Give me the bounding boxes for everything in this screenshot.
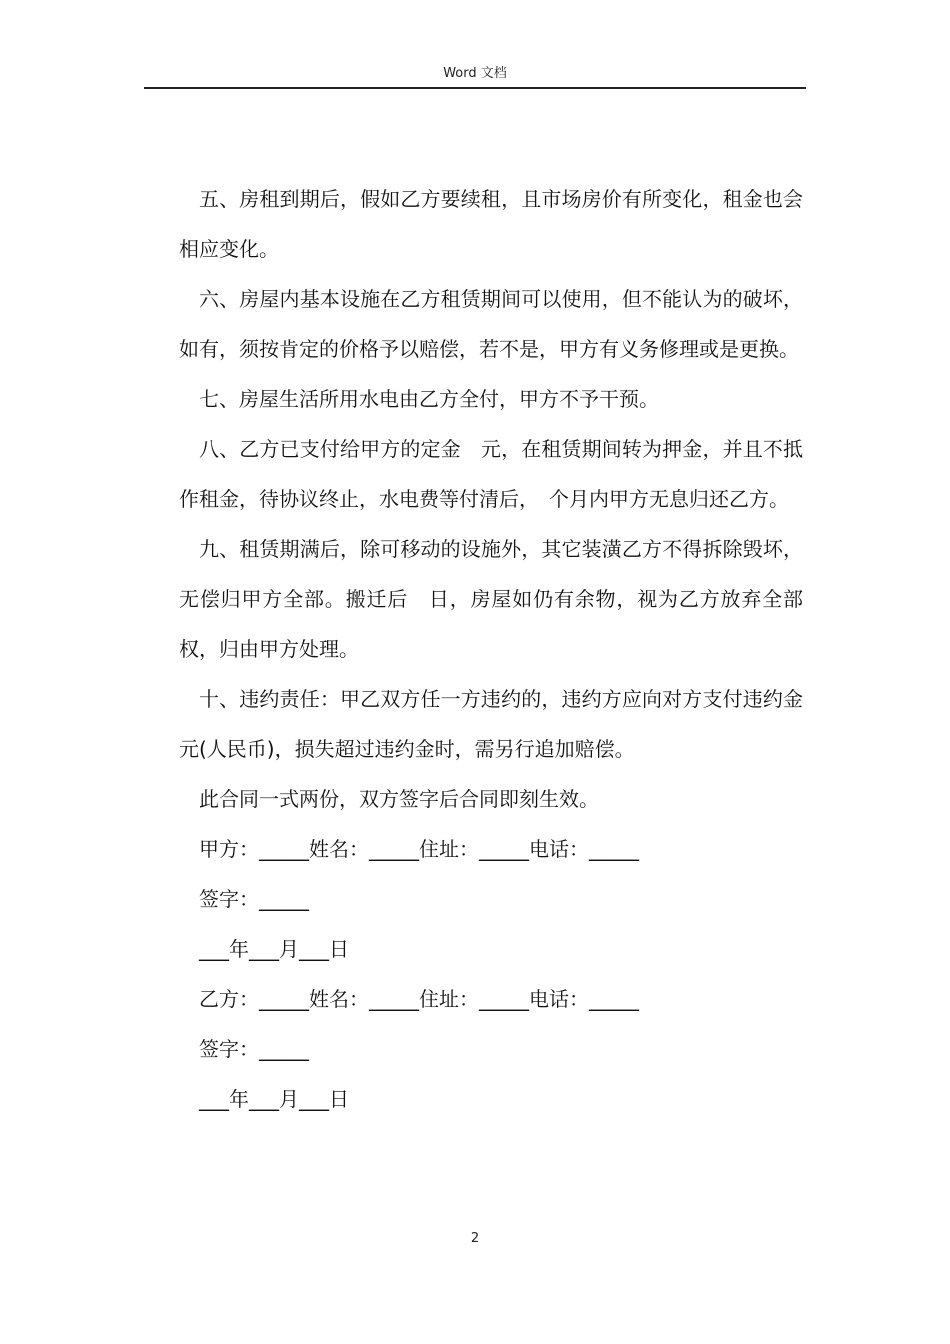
document-body — [179, 174, 803, 1124]
clause-10: 十、违约责任：甲乙双方任一方违约的，违约方应向对方支付违约金元(人民币)，损失超过违约金时，需另行追加赔偿。 — [179, 687, 803, 761]
page-number: 2 — [470, 1231, 480, 1246]
clause-7: 七、房屋生活所用水电由乙方全付，甲方不予干预。 — [199, 387, 659, 411]
party-a-signature: 签字：_____ — [199, 887, 309, 911]
header-divider — [144, 87, 806, 89]
party-a-info: 甲方：_____姓名：_____住址：_____电话：_____ — [199, 837, 639, 861]
page-header: Word 文档 — [443, 66, 507, 81]
party-b-info: 乙方：_____姓名：_____住址：_____电话：_____ — [199, 987, 639, 1011]
party-a-date: ___年___月___日 — [199, 937, 349, 961]
clause-8: 八、乙方已支付给甲方的定金 元，在租赁期间转为押金，并且不抵作租金，待协议终止，水电费等付清后， 个月内甲方无息归还乙方。 — [179, 437, 803, 511]
contract-validity: 此合同一式两份，双方签字后合同即刻生效。 — [199, 787, 599, 811]
clause-9: 九、租赁期满后，除可移动的设施外，其它装潢乙方不得拆除毁坏，无偿归甲方全部。搬迁后 日，房屋如仍有余物，视为乙方放弃全部权，归由甲方处理。 — [179, 537, 803, 661]
clause-6: 六、房屋内基本设施在乙方租赁期间可以使用，但不能认为的破坏，如有，须按肯定的价格予以赔偿，若不是，甲方有义务修理或是更换。 — [179, 287, 803, 361]
party-b-date: ___年___月___日 — [199, 1087, 349, 1111]
party-b-signature: 签字：_____ — [199, 1037, 309, 1061]
clause-5: 五、房租到期后，假如乙方要续租，且市场房价有所变化，租金也会相应变化。 — [179, 187, 803, 261]
